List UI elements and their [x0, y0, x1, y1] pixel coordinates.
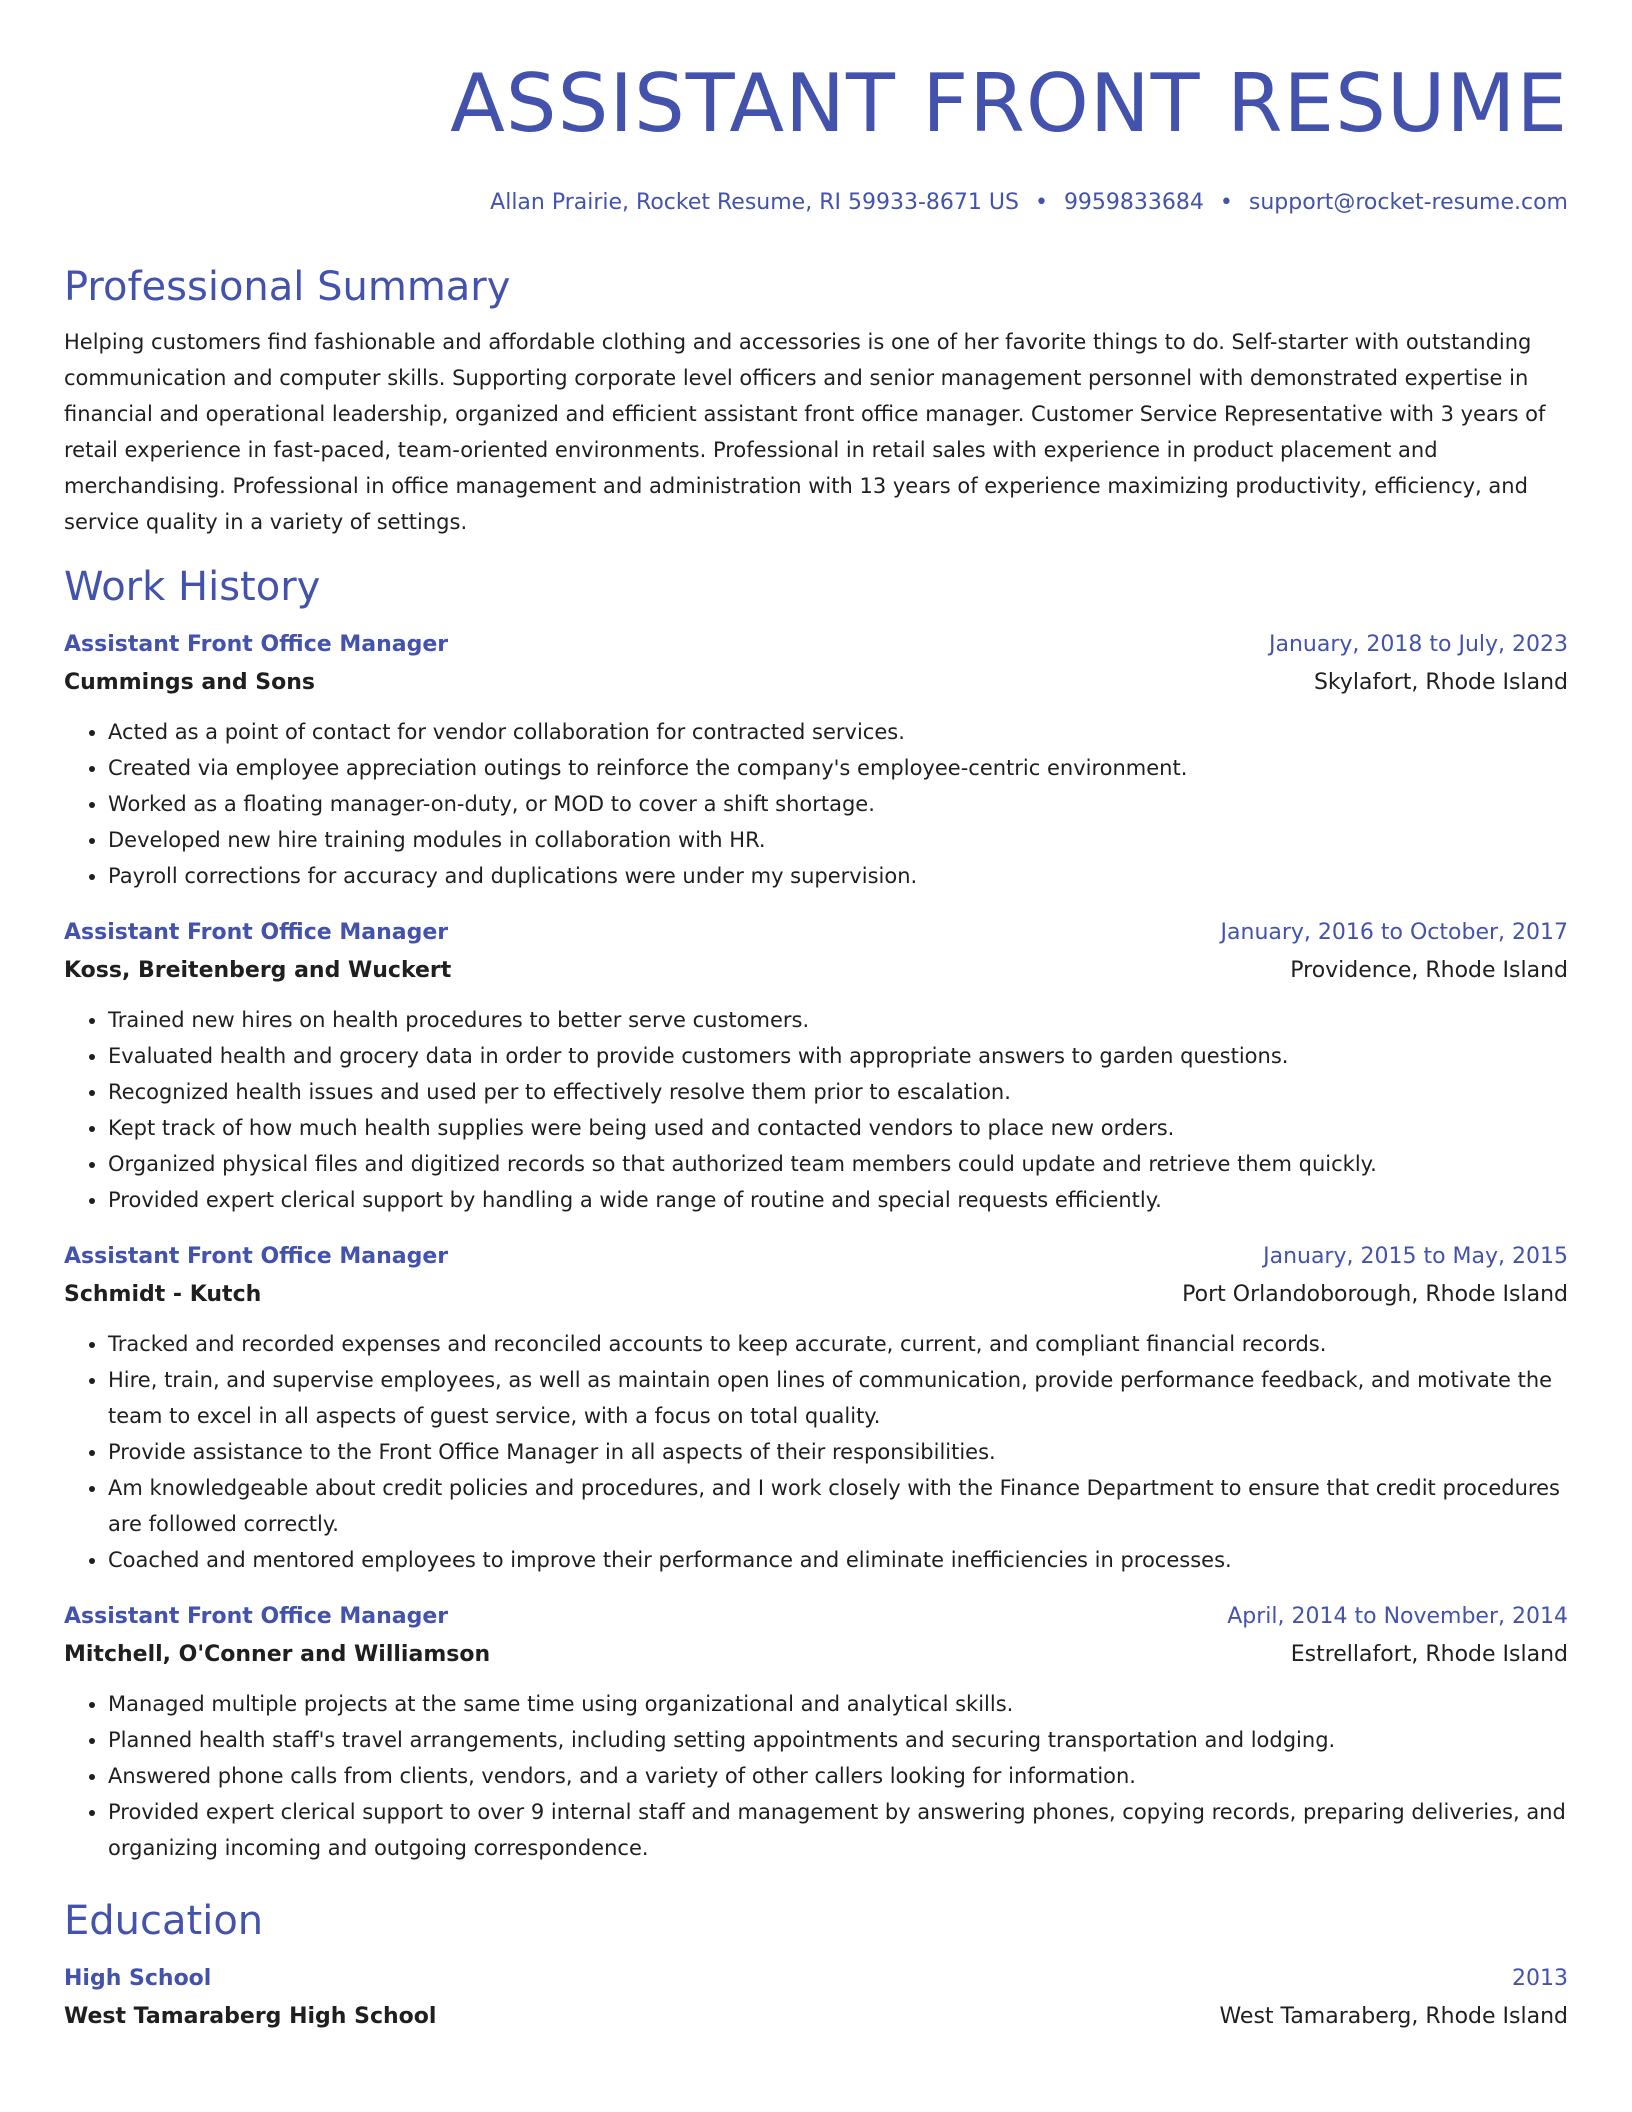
job-location: Providence, Rhode Island: [1290, 958, 1568, 983]
job-bullet-item: • Evaluated health and grocery data in order to provide customers with appropriate answers to garden questions.: [108, 1038, 1568, 1074]
job-entry: [64, 1238, 1568, 1578]
job-bullet-item: • Organized physical files and digitized records so that authorized team members could update and retrieve them quickly.: [108, 1146, 1568, 1182]
work-history-heading: Work History: [64, 564, 321, 610]
job-title: Assistant Front Office Manager: [64, 1604, 449, 1629]
job-bullets: [64, 1686, 1568, 1866]
job-dates: January, 2018 to July, 2023: [1269, 632, 1568, 657]
job-bullet-item: • Hire, train, and supervise employees, as well as maintain open lines of communication, provide performance feedback, and motivate the team to excel in all aspects of guest service, with a focus on total quality.: [108, 1362, 1568, 1434]
company-name: Koss, Breitenberg and Wuckert: [64, 958, 452, 983]
job-bullet-item: • Developed new hire training modules in collaboration with HR.: [108, 822, 1568, 858]
job-header-row: [64, 1598, 1568, 1636]
job-bullet-item: • Kept track of how much health supplies were being used and contacted vendors to place new orders.: [108, 1110, 1568, 1146]
summary-heading: Professional Summary: [64, 264, 511, 310]
contact-phone: 9959833684: [1063, 190, 1204, 215]
job-bullet-item: • Provide assistance to the Front Office Manager in all aspects of their responsibilities.: [108, 1434, 1568, 1470]
job-header-row: [64, 914, 1568, 952]
job-company-row: [64, 1636, 1568, 1674]
job-bullet-item: • Acted as a point of contact for vendor collaboration for contracted services.: [108, 714, 1568, 750]
job-bullet-item: • Am knowledgeable about credit policies and procedures, and I work closely with the Finance Department to ensure that credit procedures are followed correctly.: [108, 1470, 1568, 1542]
job-bullet-item: • Planned health staff's travel arrangements, including setting appointments and securing transportation and lodging.: [108, 1722, 1568, 1758]
education-degree: High School: [64, 1966, 212, 1991]
company-name: Cummings and Sons: [64, 670, 315, 695]
job-bullet-item: • Created via employee appreciation outings to reinforce the company's employee-centric environment.: [108, 750, 1568, 786]
job-bullet-item: • Worked as a floating manager-on-duty, or MOD to cover a shift shortage.: [108, 786, 1568, 822]
education-list: [64, 1960, 1568, 2036]
job-entry: [64, 914, 1568, 1218]
job-bullet-item: • Tracked and recorded expenses and reconciled accounts to keep accurate, current, and compliant financial records.: [108, 1326, 1568, 1362]
contact-email: support@rocket-resume.com: [1248, 190, 1568, 215]
job-bullets: [64, 1002, 1568, 1218]
contact-line: [64, 188, 1568, 218]
job-header-row: [64, 1238, 1568, 1276]
job-bullet-item: • Trained new hires on health procedures to better serve customers.: [108, 1002, 1568, 1038]
job-title: Assistant Front Office Manager: [64, 632, 449, 657]
job-title: Assistant Front Office Manager: [64, 1244, 449, 1269]
job-bullets: [64, 714, 1568, 894]
contact-address: Allan Prairie, Rocket Resume, RI 59933-8671 US: [490, 190, 1019, 215]
job-bullet-item: • Recognized health issues and used per to effectively resolve them prior to escalation.: [108, 1074, 1568, 1110]
education-year: 2013: [1512, 1966, 1568, 1991]
summary-text: Helping customers find fashionable and affordable clothing and accessories is one of her favorite things to do. Self-starter with outstanding communication and computer skills. Supporting corporate level officers and senior management personnel with demonstrated expertise in financial and operational leadership, organized and efficient assistant front office manager. Customer Service Representative with 3 years of retail experience in fast-paced, team-oriented environments. Professional in retail sales with experience in product placement and merchandising. Professional in office management and administration with 13 years of experience maximizing productivity, efficiency, and service quality in a variety of settings.: [64, 330, 1546, 534]
job-bullets: [64, 1326, 1568, 1578]
job-dates: April, 2014 to November, 2014: [1227, 1604, 1568, 1629]
contact-separator: •: [1219, 190, 1233, 215]
job-entry: [64, 626, 1568, 894]
school-name: West Tamaraberg High School: [64, 2004, 437, 2029]
education-header-row: [64, 1960, 1568, 1998]
education-entry: [64, 1960, 1568, 2036]
job-bullet-item: • Answered phone calls from clients, vendors, and a variety of other callers looking for information.: [108, 1758, 1568, 1794]
contact-separator: •: [1034, 190, 1048, 215]
resume-page: [64, 0, 1568, 2036]
company-name: Mitchell, O'Conner and Williamson: [64, 1642, 491, 1667]
education-heading: Education: [64, 1898, 264, 1944]
job-bullet-item: • Managed multiple projects at the same time using organizational and analytical skills.: [108, 1686, 1568, 1722]
job-header-row: [64, 626, 1568, 664]
job-dates: January, 2016 to October, 2017: [1220, 920, 1568, 945]
job-company-row: [64, 1276, 1568, 1314]
job-location: Estrellafort, Rhode Island: [1290, 1642, 1568, 1667]
resume-title: ASSISTANT FRONT RESUME: [450, 57, 1568, 150]
job-location: Port Orlandoborough, Rhode Island: [1182, 1282, 1568, 1307]
school-location: West Tamaraberg, Rhode Island: [1219, 2004, 1568, 2029]
job-entry: [64, 1598, 1568, 1866]
job-bullet-item: • Provided expert clerical support by handling a wide range of routine and special requests efficiently.: [108, 1182, 1568, 1218]
company-name: Schmidt - Kutch: [64, 1282, 262, 1307]
job-bullet-item: • Provided expert clerical support to over 9 internal staff and management by answering phones, copying records, preparing deliveries, and organizing incoming and outgoing correspondence.: [108, 1794, 1568, 1866]
job-company-row: [64, 952, 1568, 990]
job-bullet-item: • Payroll corrections for accuracy and duplications were under my supervision.: [108, 858, 1568, 894]
education-school-row: [64, 1998, 1568, 2036]
job-bullet-item: • Coached and mentored employees to improve their performance and eliminate inefficiencies in processes.: [108, 1542, 1568, 1578]
job-company-row: [64, 664, 1568, 702]
work-history-list: [64, 626, 1568, 1866]
job-dates: January, 2015 to May, 2015: [1263, 1244, 1568, 1269]
job-title: Assistant Front Office Manager: [64, 920, 449, 945]
job-location: Skylafort, Rhode Island: [1313, 670, 1568, 695]
